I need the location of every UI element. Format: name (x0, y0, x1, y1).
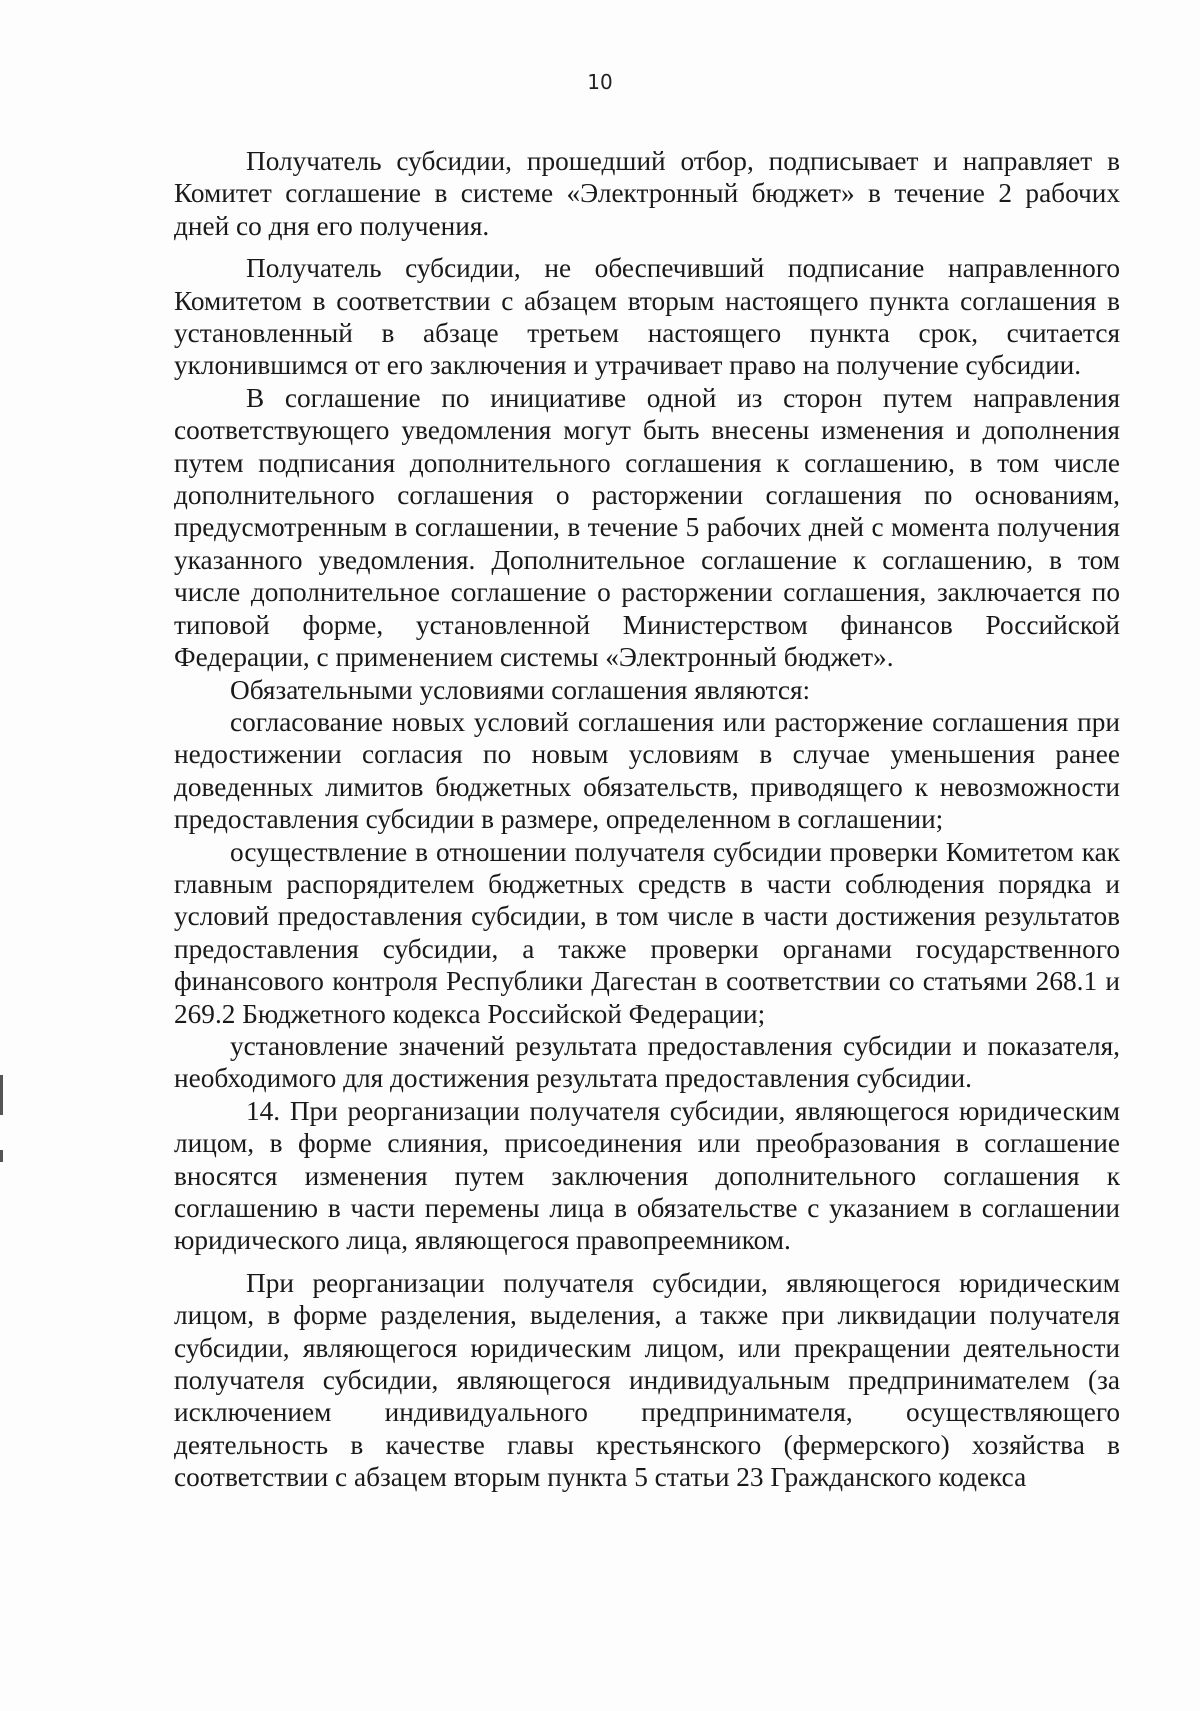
document-body (174, 145, 1120, 1494)
paragraph-item-14: 14. При реорганизации получателя субсидии, являющегося юридическим лицом, в форме слияния, присоединения или преобразования в соглашение вносятся изменения путем заключения дополнительного соглашения к соглашению в части перемены лица в обязательстве с указанием в соглашении юридического лица, являющегося правопреемником. (174, 1095, 1120, 1256)
paragraph-evasion: Получатель субсидии, не обеспечивший подписание направленного Комитетом в соответствии с абзацем вторым настоящего пункта соглашения в установленный в абзаце третьем настоящего пункта срок, считается уклонившимся от его заключения и утрачивает право на получение субсидии. (174, 253, 1120, 381)
scan-edge-mark (0, 1075, 3, 1115)
paragraph-mandatory-conditions: Обязательными условиями соглашения являются: (230, 674, 811, 705)
scan-edge-mark (0, 1150, 3, 1162)
paragraph-amendments: В соглашение по инициативе одной из сторон путем направления соответствующего уведомления могут быть внесены изменения и дополнения путем подписания дополнительного соглашения к соглашению, в том числе дополнительного соглашения о расторжении соглашения по основаниям, предусмотренным в соглашении, в течение 5 рабочих дней с момента получения указанного уведомления. Дополнительное соглашение к соглашению, в том числе дополнительное соглашение о расторжении соглашения, заключается по типовой форме, установленной Министерством финансов Российской Федерации, с применением системы «Электронный бюджет». (174, 382, 1120, 673)
page-number: 10 (587, 70, 613, 94)
paragraph-condition-results: установление значений результата предоставления субсидии и показателя, необходимого для достижения результата предоставления субсидии. (174, 1030, 1120, 1094)
paragraph-signing: Получатель субсидии, прошедший отбор, подписывает и направляет в Комитет соглашение в системе «Электронный бюджет» в течение 2 рабочих дней со дня его получения. (174, 146, 1120, 241)
paragraph-condition-inspection: осуществление в отношении получателя субсидии проверки Комитетом как главным распорядителем бюджетных средств в части соблюдения порядка и условий предоставления субсидии, в том числе в части достижения результатов предоставления субсидии, а также проверки органами государственного финансового контроля Республики Дагестан в соответствии со статьями 268.1 и 269.2 Бюджетного кодекса Российской Федерации; (174, 836, 1120, 1029)
paragraph-condition-limits: согласование новых условий соглашения или расторжение соглашения при недостижении согласия по новым условиям в случае уменьшения ранее доведенных лимитов бюджетных обязательств, приводящего к невозможности предоставления субсидии в размере, определенном в соглашении; (174, 706, 1120, 835)
paragraph-reorganization: При реорганизации получателя субсидии, являющегося юридическим лицом, в форме разделения, выделения, а также при ликвидации получателя субсидии, являющегося юридическим лицом, или прекращении деятельности получателя субсидии, являющегося индивидуальным предпринимателем (за исключением индивидуального предпринимателя, осуществляющего деятельность в качестве главы крестьянского (фермерского) хозяйства в соответствии с абзацем вторым пункта 5 статьи 23 Гражданского кодекса (174, 1267, 1120, 1493)
